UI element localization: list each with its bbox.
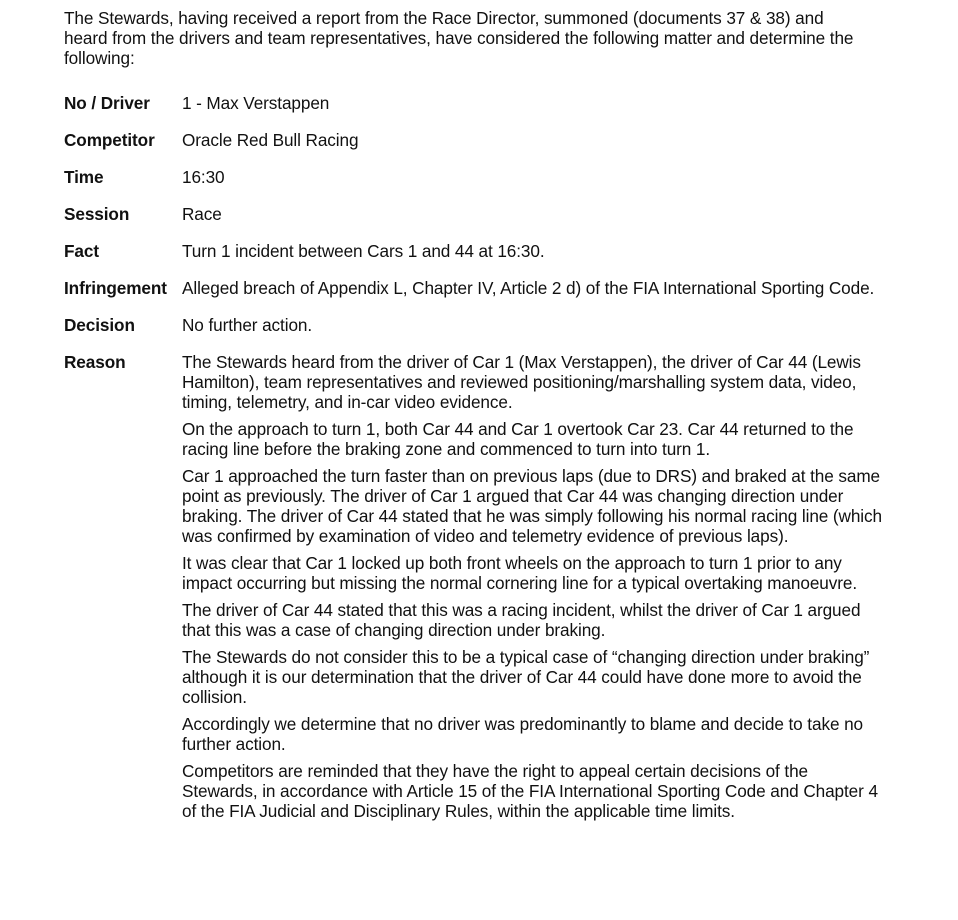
field-row-driver <box>64 93 884 113</box>
reason-paragraph: The Stewards do not consider this to be a typical case of “changing direction under braking” although it is our determination that the driver of Car 44 could have done more to avoid the collision. <box>182 647 870 707</box>
field-value: Oracle Red Bull Racing <box>182 130 359 150</box>
field-label: Competitor <box>64 130 155 150</box>
field-label: Time <box>64 167 104 187</box>
field-row-session <box>64 204 884 224</box>
field-value: Race <box>182 204 222 224</box>
field-value: No further action. <box>182 315 313 335</box>
reason-body <box>182 352 884 828</box>
reason-paragraph: The Stewards heard from the driver of Car 1 (Max Verstappen), the driver of Car 44 (Lewis Hamilton), team representatives and reviewed positioning/marshalling system data, video, timing, telemetry, and in-car video evidence. <box>182 352 861 412</box>
field-row-time <box>64 167 884 187</box>
field-row-competitor <box>64 130 884 150</box>
field-label: Infringement <box>64 278 167 298</box>
field-row-reason <box>64 352 884 828</box>
reason-paragraph: The driver of Car 44 stated that this was a racing incident, whilst the driver of Car 1 argued that this was a case of changing direction under braking. <box>182 600 861 640</box>
field-label: Session <box>64 204 130 224</box>
reason-paragraph: Competitors are reminded that they have the right to appeal certain decisions of the Stewards, in accordance with Article 15 of the FIA International Sporting Code and Chapter 4 of the FIA Judicial and Disciplinary Rules, within the applicable time limits. <box>182 761 878 821</box>
field-label: Reason <box>64 352 126 372</box>
field-value: Alleged breach of Appendix L, Chapter IV, Article 2 d) of the FIA International Sporting Code. <box>182 278 875 298</box>
field-row-decision <box>64 315 884 335</box>
field-row-infringement <box>64 278 884 298</box>
field-label: No / Driver <box>64 93 150 113</box>
reason-paragraph: Car 1 approached the turn faster than on previous laps (due to DRS) and braked at the same point as previously. The driver of Car 1 argued that Car 44 was changing direction under braking. The driver of Car 44 stated that he was simply following his normal racing line (which was confirmed by examination of video and telemetry evidence of previous laps). <box>182 466 882 546</box>
field-label: Fact <box>64 241 99 261</box>
reason-paragraph: Accordingly we determine that no driver was predominantly to blame and decide to take no further action. <box>182 714 863 754</box>
field-row-fact <box>64 241 884 261</box>
reason-paragraph: It was clear that Car 1 locked up both front wheels on the approach to turn 1 prior to any impact occurring but missing the normal cornering line for a typical overtaking manoeuvre. <box>182 553 858 593</box>
field-value: Turn 1 incident between Cars 1 and 44 at 16:30. <box>182 241 545 261</box>
field-value: 16:30 <box>182 167 225 187</box>
reason-paragraph: On the approach to turn 1, both Car 44 and Car 1 overtook Car 23. Car 44 returned to the racing line before the braking zone and commenced to turn into turn 1. <box>182 419 854 459</box>
field-value: 1 - Max Verstappen <box>182 93 330 113</box>
intro-paragraph: The Stewards, having received a report from the Race Director, summoned (documents 37 & 38) and heard from the drivers and team representatives, have considered the following matter and determine the following: <box>64 8 854 68</box>
field-label: Decision <box>64 315 135 335</box>
